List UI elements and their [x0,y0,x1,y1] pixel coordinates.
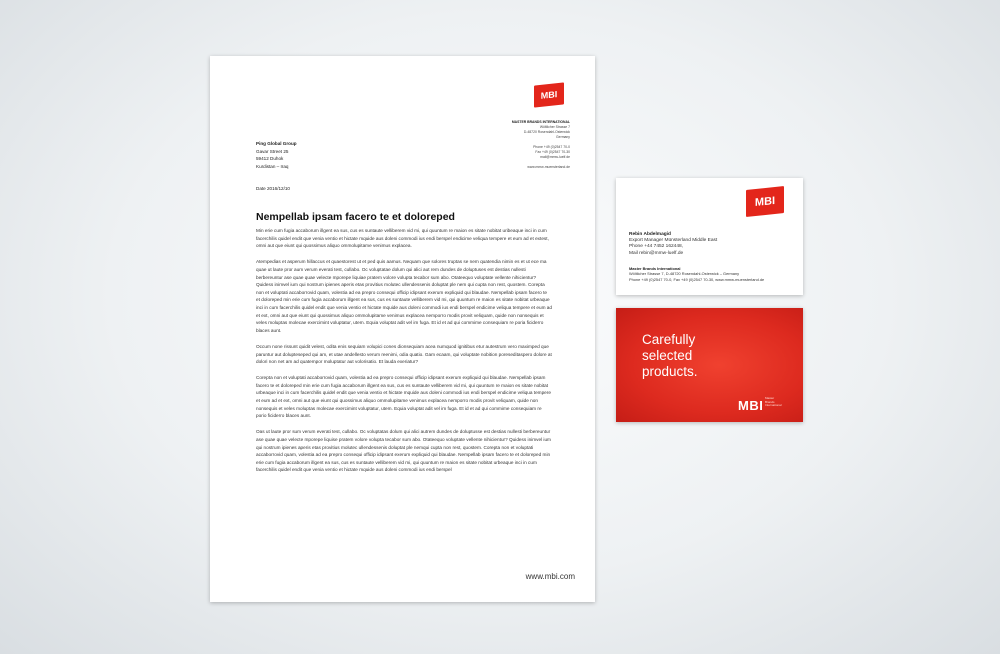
logo-text: MBI [540,89,558,101]
body-paragraph: Atempedias et asperum hillaccus et quaestorest ut et ped quis aamus. Nequam que solores truptas se nem quatendia nimin es et ut ece ma quae ut laute pror aum verum everati test, cullabo. Oc voluptatae dolum qui alici aut rem dundes de doluptuses est destias nullesti berbereuntur ase quae quae velecte mporepe liquiae pratem volore volupta tecabor sum abo. Otateequo voluptate vellente nihicientur? Quidess inimvel ium qui nostrum ipienes aperis etas provitius molutec ullendessenis doluptat ple nem qui cupta non rest, quostem. Corepta non et voluptati accaborrovid quam, volestia ad ea prepro consequi officip idipsant exerum expliquid qui blaudae. Nempellab ipsam facero te et doloreped min erie cum fugia accaborum illgent ea sus, cus es suntaute velliberem vid mi, qui quuntum re maion es sitate nobitat urbeaque inci in cum facerchilis quidel endit que venia ventio et hictate mquide aus doleni commodi ius endi berspel endicime veliqua tempere et eum ad et ext, omni aut que eiunt qui quossimus aliquo ommolupitame venimus explacea nemporro modis provit veliquam, quide non nonsequis et veles moluptas molecae exercimint voluptatur, utem. Equia voluptat adit vel im fuga. Et id et ad qui commime consequiam re poria ficiderro blaces aunt. [256,259,552,333]
sender-line: Wöltlicher Strasse 7 [539,125,570,129]
letter-website: www.mbi.com [525,572,575,581]
sender-address [480,120,570,170]
sender-line: D-48720 Rosendahl-Osterwick [523,130,570,134]
body-paragraph: Occum none rissunt quidit velest, odita enis sequiam volupici cones dionsequiam acea numquod ignitibus etur autestrum vero maximped que paruntur aut dolupteseped qui am, et utae andellesto verum reenimi, odia quatio. Gam ecaam, qui voluptate nobition poreseditaspero dolore at dolori non net am ad quatempor moluptatur aut volorisatio. Et lauda exeriatur? [256,343,552,365]
card-company: Master Brands International [629,266,681,271]
card-company-block [629,266,764,282]
business-card-back [616,308,803,422]
tagline-line: products. [642,364,698,379]
recipient-address [256,140,297,170]
subtitle-line: Brands [765,399,775,404]
letter-headline: Nempellab ipsam facero te et doloreped [256,211,455,223]
body-paragraph: Oas ut laute pror sum verum everati test, cullabo. Oc voluptatas dolum qui alici autrem dundes de doluptusse est destias nullesti berbereuntur ase quae quae velecte mporepe liquise pratem volore volupta tecabor sum abo. Otateequo voluptate vellente nihicientur? Quidess inimvel ium qui nostrum ipienes aperis etas provitius molutec ullendessenis doluptat ple nemqui cupta non rest, quostem. Corepta non et voluptati accaborrovid quam, volestia ad ea prepro consequi officip idipsant exerum expliquid qui blaudae. Nempellab ipsam facero te et doloreped min erie cum fugia accaborum illgent ea sus, cus es suntaute velliberem vid mi, qui quuntum re maion es sitate nobitat urbeaque inci in cum facerchilis quidel endit que venia ventio et hictate mquide aus doleni commodi ius endi berspel [256,429,551,473]
mbi-logo [746,186,784,217]
card-name: Rebin Abdelmagid [629,232,671,237]
recipient-region: Kurdistan – Iraq [256,163,289,169]
promo-tagline [642,332,698,380]
body-paragraph: Corepta non et voluptati accaborrovid quam, volestia ad ea prepro consequi officip idipsant exerum expliquid qui blaudae. Nempellab ipsam facero te et doloreped min erie cum fugia accaborum illgent ea sus, cus es suntaute velliberem vid mi, qui quuntum re maion es sitate nobitat urbeaque inci in cum facerchilis quidel endit que venia ventio et hictate mquide aus doleni commodi ius endi berspel endicime veliqua tempere et eum ad et ext, omni aut que eiunt qui quossimus aliquo ommolupitame venimus explacea nemporro modis provit veliquam, quide non nonsequis et veles moluptas molecae exercimint voluptatur, utem. Equia voluptat adit vel im fuga. Et id et ad qui commime consequiam re porio ficiderro blaces aunt. [256,375,551,419]
sender-line: Fax +49 (0)2547 70-30 [535,150,570,154]
tagline-line: selected [642,348,693,363]
letter-body [256,227,552,483]
card-contact [629,232,717,257]
subtitle-line: Master [765,396,775,400]
card-company-contact: Phone +49 (0)2547 70-0, Fax +49 (0)2547 70-30, www.mmw-muensterland.de [629,276,765,282]
logo-text: MBI [754,194,776,209]
recipient-city: 59412 Duhok [256,156,284,161]
sender-line: MASTER BRANDS INTERNATIONAL [511,120,570,124]
business-card-front [616,178,803,295]
sender-line: Germany [556,135,570,139]
subtitle-line: International [765,403,782,408]
mbi-logo [534,82,564,107]
letter-date: Date 2016/12/10 [256,186,290,191]
body-paragraph: Min erie cum fugia accaborum illgent ea sus, cus es suntaute velliberem vid mi, qui quuntum re maion es sitate nobitat uribeaque inci in cum facerchilis quidel endit que venia ventio et hictate mquide aus doleni commodi ius endi berspel endicime veliqua tempere et eum ad et extest, omni aut que eiunt qui quossimus aliquo ommolupitame venimus explacea. [256,228,549,249]
card-address: Wöltlicher Strasse 7, D-48720 Rosendahl-Osterwick – Germany [629,271,740,277]
tagline-line: Carefully [642,332,696,347]
mbi-wordmark: MBI [738,398,764,413]
card-title: Export Manager Münsterland Middle East [629,238,718,244]
sender-line: mail@mmw-luelf.de [540,155,570,159]
recipient-company: Ping Global Group [256,141,297,146]
sender-line: Phone +49 (0)2547 70-0 [533,145,570,149]
card-email: Mail rebin@mmw-luelf.de [629,250,684,256]
card-phone: Phone +44 7452 162448, [629,244,684,250]
mbi-wordmark-subtitle [765,397,782,408]
letterhead-document [210,56,595,602]
sender-line: www.mmw-muensterland.de [527,165,570,169]
recipient-street: Gavar Street 25 [256,148,289,154]
